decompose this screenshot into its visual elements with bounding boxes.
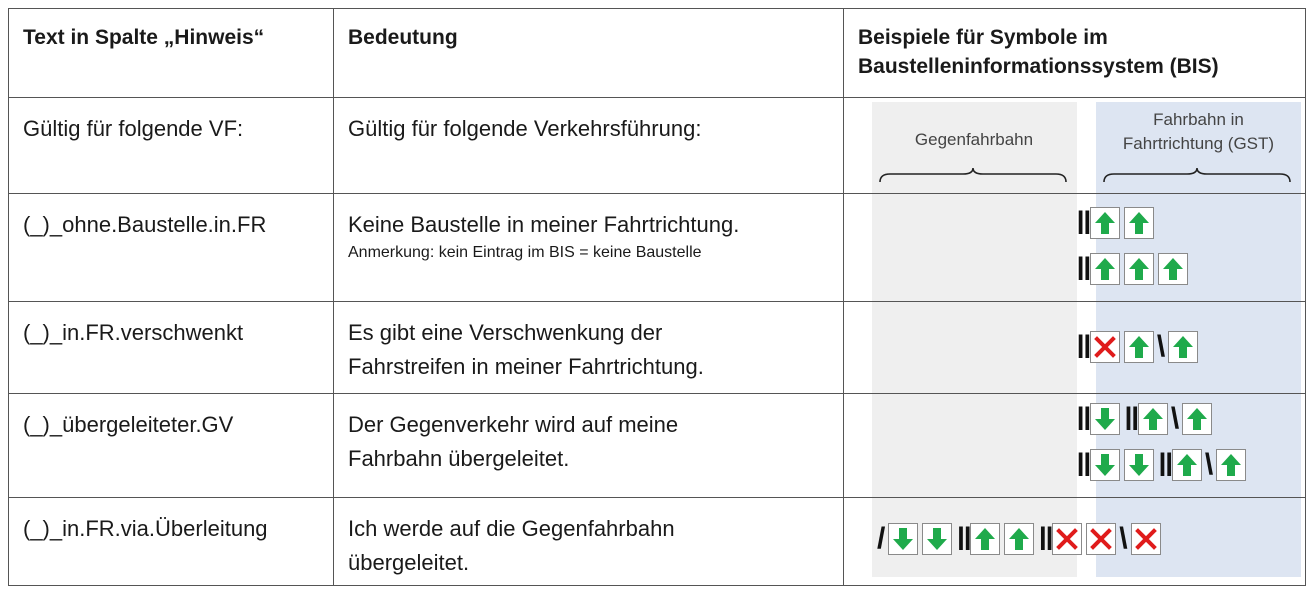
table-header-row: [9, 9, 1306, 98]
arrow-up-icon: [1124, 331, 1154, 363]
fahrbahn-label-line2: Fahrtrichtung (GST): [1122, 134, 1275, 153]
anmerkung-text: Anmerkung: kein Eintrag im BIS = keine Baustelle: [348, 244, 702, 261]
bedeutung-text-line1: Es gibt eine Verschwenkung der: [348, 320, 663, 345]
slash-separator-icon: /: [877, 522, 886, 555]
gegenfahrbahn-band: [872, 302, 1077, 393]
arrow-down-icon: [1090, 403, 1120, 435]
brace-fahrbahn-icon: [1102, 166, 1292, 186]
arrow-up-icon: [970, 523, 1000, 555]
backslash-separator-icon: \: [1156, 330, 1166, 363]
header-beispiele-line1: Beispiele für Symbole im: [858, 26, 1108, 49]
arrow-up-icon: [1004, 523, 1034, 555]
arrow-up-icon: [1168, 331, 1198, 363]
double-line-icon: ‖: [1076, 401, 1088, 437]
bedeutung-text-line1: Der Gegenverkehr wird auf meine: [348, 412, 679, 437]
hinweis-text: (_)_übergeleiteter.GV: [23, 412, 234, 437]
arrow-up-icon: [1138, 403, 1168, 435]
symbol-sequence: [878, 520, 1165, 558]
arrow-down-icon: [1090, 449, 1120, 481]
arrow-up-icon: [1124, 207, 1154, 239]
double-line-icon: ‖: [1076, 447, 1088, 483]
hinweis-table: [8, 8, 1306, 586]
gegenfahrbahn-label: Gegenfahrbahn: [914, 130, 1034, 149]
double-line-icon: ‖: [1038, 521, 1051, 557]
arrow-up-icon: [1182, 403, 1212, 435]
double-line-icon: ‖: [956, 521, 969, 557]
table-row: [9, 302, 1306, 394]
cross-icon: [1052, 523, 1082, 555]
arrow-up-icon: [1090, 253, 1120, 285]
gegenfahrbahn-band: [872, 194, 1077, 301]
arrow-up-icon: [1090, 207, 1120, 239]
backslash-separator-icon: \: [1170, 402, 1180, 435]
arrow-up-icon: [1216, 449, 1246, 481]
bedeutung-text-line1: Ich werde auf die Gegenfahrbahn: [348, 516, 675, 541]
cell-hinweis: [9, 394, 334, 498]
header-cell-hinweis: [9, 9, 334, 98]
table-row: [9, 194, 1306, 302]
cell-symbols: [844, 194, 1306, 302]
arrow-up-icon: [1124, 253, 1154, 285]
cross-icon: [1090, 331, 1120, 363]
cell-bedeutung: [334, 194, 844, 302]
double-line-icon: ‖: [1123, 401, 1136, 437]
cross-icon: [1131, 523, 1161, 555]
gegenfahrbahn-band: [872, 394, 1077, 497]
header-beispiele-line2: Baustelleninformationssystem (BIS): [858, 55, 1219, 78]
cross-icon: [1086, 523, 1116, 555]
bedeutung-text-line2: Fahrbahn übergeleitet.: [348, 446, 570, 471]
cell-bedeutung: [334, 302, 844, 394]
arrow-up-icon: [1172, 449, 1202, 481]
fahrbahn-label-line1: Fahrbahn in: [1153, 110, 1244, 129]
hinweis-text: (_)_in.FR.verschwenkt: [23, 320, 244, 345]
arrow-up-icon: [1158, 253, 1188, 285]
symbol-sequence: [1076, 400, 1216, 438]
header-cell-bedeutung: [334, 9, 844, 98]
double-line-icon: ‖: [1076, 205, 1088, 241]
bedeutung-text-line2: übergeleitet.: [348, 550, 470, 575]
bedeutung-text: Gültig für folgende Verkehrsführung:: [348, 116, 702, 141]
bedeutung-text-line2: Fahrstreifen in meiner Fahrtrichtung.: [348, 354, 704, 379]
header-bedeutung: Bedeutung: [348, 26, 458, 49]
cell-bedeutung: [334, 98, 844, 194]
table-row: [9, 98, 1306, 194]
arrow-down-icon: [1124, 449, 1154, 481]
symbol-sequence: [1076, 446, 1250, 484]
cell-symbols: [844, 394, 1306, 498]
double-line-icon: ‖: [1076, 329, 1088, 365]
symbol-sequence: [1076, 328, 1202, 366]
header-cell-beispiele: [844, 9, 1306, 98]
cell-symbols-legend: [844, 98, 1306, 194]
cell-symbols: [844, 498, 1306, 586]
hinweis-text: (_)_ohne.Baustelle.in.FR: [23, 212, 267, 237]
table-row: [9, 498, 1306, 586]
cell-bedeutung: [334, 498, 844, 586]
cell-hinweis: [9, 498, 334, 586]
arrow-down-icon: [922, 523, 952, 555]
cell-hinweis: [9, 302, 334, 394]
symbol-sequence: [1076, 250, 1192, 288]
hinweis-text: (_)_in.FR.via.Überleitung: [23, 516, 268, 541]
cell-symbols: [844, 302, 1306, 394]
bedeutung-text: Keine Baustelle in meiner Fahrtrichtung.: [348, 212, 740, 237]
cell-hinweis: [9, 194, 334, 302]
header-hinweis: Text in Spalte „Hinweis“: [23, 26, 265, 49]
table-row: [9, 394, 1306, 498]
double-line-icon: ‖: [1076, 251, 1088, 287]
backslash-separator-icon: \: [1204, 448, 1214, 481]
cell-hinweis: [9, 98, 334, 194]
cell-bedeutung: [334, 394, 844, 498]
brace-gegenfahrbahn-icon: [878, 166, 1068, 186]
backslash-separator-icon: \: [1119, 522, 1128, 555]
arrow-down-icon: [888, 523, 918, 555]
double-line-icon: ‖: [1157, 447, 1170, 483]
hinweis-text: Gültig für folgende VF:: [23, 116, 244, 141]
symbol-sequence: [1076, 204, 1158, 242]
